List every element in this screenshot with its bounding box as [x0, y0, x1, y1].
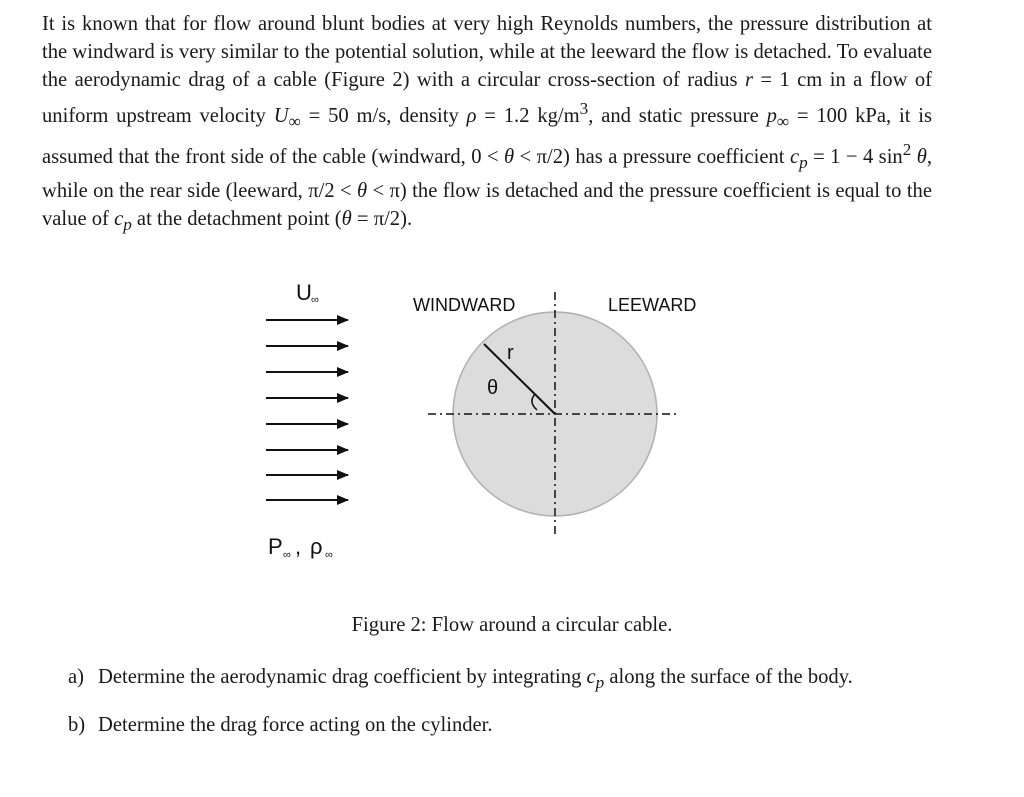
question-list [68, 663, 936, 753]
theta-symbol: θ [341, 208, 352, 231]
pressure-symbol: p [766, 104, 777, 127]
theta-label: θ [487, 377, 499, 399]
problem-text: at the detachment point ( [131, 208, 342, 231]
theta-symbol: θ [911, 145, 927, 168]
cp-subscript: p [123, 215, 132, 235]
question-text [98, 663, 936, 697]
sin-exponent: 2 [902, 139, 912, 159]
density-symbol: ρ [466, 104, 477, 127]
density-label: ρ [310, 534, 323, 559]
flow-figure [0, 270, 1024, 570]
pressure-label: P [268, 534, 283, 559]
velocity-subscript: ∞ [288, 111, 301, 131]
problem-text: < π) the flow is detached and the pressure coefficient is equal to the value of [42, 179, 932, 231]
problem-text: = 1 − 4 sin [807, 145, 903, 168]
u-infinity-label: U [296, 280, 312, 305]
problem-text: = 1 cm in a flow of uniform upstream velocity [42, 69, 933, 127]
problem-text: , while on the rear side (leeward, π/2 < [42, 145, 933, 202]
windward-label: WINDWARD [413, 295, 516, 315]
question-text-part: Determine the drag force acting on the cylinder. [98, 714, 493, 737]
problem-text: It is known that for flow around blunt bodies at very high Reynolds numbers, the pressure distribution at the windward is very similar to the potential solution, while at the leeward the flow is detached. To evaluate the aerodynamic drag of a cable (Figure 2) with a circular cross-section of radius [42, 13, 932, 92]
flow-diagram [0, 270, 1024, 570]
leeward-label: LEEWARD [608, 295, 697, 315]
pressure-subscript: ∞ [776, 111, 790, 131]
radius-label: r [507, 342, 514, 364]
density-subscript: ∞ [325, 549, 333, 561]
cp-symbol: c [789, 145, 800, 168]
problem-text: < π/2) has a pressure coefficient [514, 145, 790, 168]
question-label: b) [68, 714, 86, 737]
flow-arrows [266, 320, 348, 500]
comma-separator: , [295, 534, 302, 559]
cp-subscript: p [799, 152, 808, 172]
problem-text: = 1.2 kg/m [476, 104, 580, 127]
problem-statement [42, 10, 932, 239]
density-exponent: 3 [579, 98, 589, 118]
question-text-part: along the surface of the body. [604, 666, 853, 688]
velocity-symbol: U [273, 104, 289, 127]
u-infinity-subscript: ∞ [311, 294, 319, 306]
question-a [68, 663, 936, 697]
theta-symbol: θ [357, 179, 368, 202]
question-text [98, 711, 936, 739]
question-text-part: Determine the aerodynamic drag coefficient by integrating [98, 666, 587, 688]
radius-symbol: r [745, 69, 754, 92]
problem-text: = π/2). [351, 208, 413, 231]
figure-caption: Figure 2: Flow around a circular cable. [351, 614, 673, 636]
problem-text: , and static pressure [588, 104, 767, 127]
cp-symbol: c [114, 208, 124, 231]
problem-text: = 100 kPa, it is assumed that the front side of the cable (windward, 0 < [42, 104, 932, 168]
pressure-subscript: ∞ [283, 549, 291, 561]
question-label: a) [68, 666, 84, 688]
problem-text: = 50 m/s, density [300, 104, 467, 127]
question-b [68, 711, 936, 739]
cp-symbol: c [586, 666, 596, 688]
cp-subscript: p [595, 673, 605, 693]
theta-symbol: θ [504, 145, 515, 168]
